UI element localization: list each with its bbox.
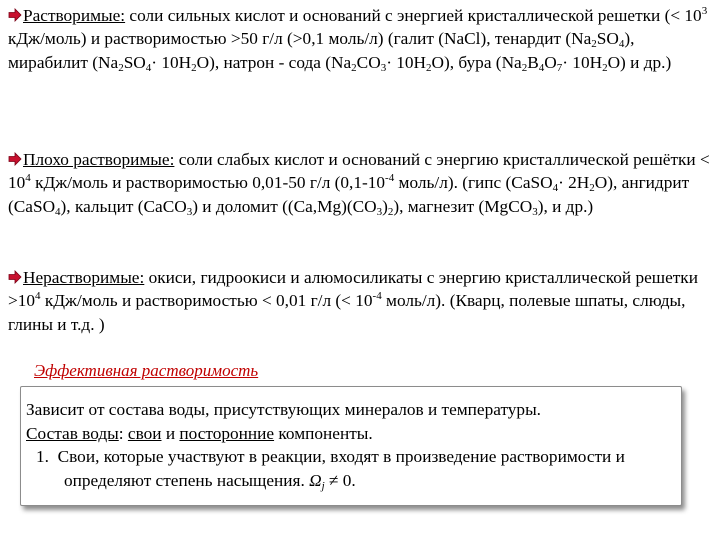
- sub: 2: [118, 61, 124, 74]
- text: O: [544, 52, 557, 72]
- water-composition-label: Состав воды: [26, 423, 119, 443]
- text: O), ангидрит (CaSO: [8, 173, 690, 216]
- text: B: [527, 52, 539, 72]
- sub: 2: [589, 182, 595, 195]
- sup: 3: [701, 5, 708, 17]
- text: O) и др.): [607, 52, 672, 72]
- text: ), и др.): [537, 196, 594, 216]
- sup: -4: [372, 290, 382, 303]
- text: кДж/моль) и растворимостью >50 г/л (>0,1 моль/л) (галит (NaCl), тенардит (Na: [8, 29, 592, 49]
- text: ), мирабилит (Na: [8, 29, 635, 72]
- sub: 2: [351, 61, 357, 74]
- sub: 2: [591, 38, 597, 51]
- sub: 7: [556, 61, 563, 74]
- poorly-soluble-label: Плохо растворимые:: [23, 150, 175, 169]
- list-number: 1.: [36, 447, 49, 467]
- text: кДж/моль и растворимостью < 0,01 г/л (< 10: [40, 291, 373, 311]
- sup: -4: [385, 172, 395, 185]
- sub: 4: [552, 182, 559, 195]
- text: · 2H: [558, 173, 590, 193]
- text: · 10H: [151, 52, 192, 72]
- red-arrow-icon: [8, 8, 22, 22]
- effective-solubility-heading: Эффективная растворимость: [34, 361, 259, 380]
- sub: 4: [145, 61, 152, 74]
- text: CO: [356, 52, 381, 72]
- text: и: [161, 423, 180, 443]
- sub: 2: [191, 61, 197, 74]
- text: O), бура (Na: [431, 52, 522, 72]
- neq-text: ≠ 0.: [324, 470, 356, 490]
- list-text: Свои, которые участвуют в реакции, входят в произведение растворимости и определяют степень насыщения.: [57, 447, 625, 490]
- text: · 10H: [562, 52, 603, 72]
- text: моль/л). (гипс (CaSO: [394, 173, 553, 193]
- red-arrow-icon: [8, 270, 22, 284]
- paragraph-insoluble: [8, 266, 712, 336]
- text: O), натрон - сода (Na: [196, 52, 352, 72]
- omega-symbol: Ω: [309, 470, 322, 490]
- paragraph-soluble: [8, 4, 712, 74]
- red-arrow-icon: [8, 152, 22, 166]
- text: кДж/моль и растворимостью 0,01-50 г/л (0,1-10: [30, 173, 386, 193]
- text: :: [118, 423, 128, 443]
- foreign-label: посторонние: [179, 423, 275, 443]
- text: компоненты.: [274, 423, 373, 443]
- sub: 2: [426, 61, 432, 74]
- text: SO: [596, 29, 619, 49]
- sub: 2: [387, 205, 394, 218]
- text: соли сильных кислот и оснований с энергией кристаллической решетки (< 10: [125, 6, 702, 25]
- list-item: [26, 445, 676, 492]
- sub: 3: [380, 61, 387, 74]
- paragraph-poorly-soluble: [8, 148, 712, 218]
- box-line-1: Зависит от состава воды, присутствующих минералов и температуры.: [26, 400, 542, 419]
- omega-subscript: j: [321, 479, 325, 492]
- text: соли слабых кислот и оснований с энергию кристаллической решётки < 10: [8, 150, 710, 193]
- soluble-label: Растворимые:: [23, 6, 126, 25]
- sub: 3: [376, 205, 383, 218]
- text: окиси, гидроокиси и алюмосиликаты с энергию кристаллической решетки >10: [8, 268, 698, 311]
- sup: 4: [25, 172, 31, 185]
- sub: 4: [618, 38, 625, 51]
- info-box-content: [26, 398, 676, 492]
- sub: 3: [532, 205, 538, 218]
- box-line-2: [26, 422, 676, 446]
- sub: 2: [602, 61, 608, 74]
- insoluble-label: Нерастворимые:: [23, 268, 145, 287]
- text: ): [382, 196, 388, 216]
- text: моль/л). (Кварц, полевые шпаты, слюды, глины и т.д. ): [8, 291, 686, 334]
- text: SO: [123, 52, 146, 72]
- text: ), кальцит (CaCO: [60, 196, 187, 216]
- sup: 4: [35, 290, 41, 303]
- sub: 4: [55, 205, 61, 218]
- sub: 3: [186, 205, 193, 218]
- own-label: свои: [127, 423, 162, 443]
- text: ), магнезит (MgCO: [393, 196, 533, 216]
- text: · 10H: [386, 52, 427, 72]
- text: ) и доломит ((Ca,Mg)(CO: [192, 196, 377, 216]
- sub: 2: [521, 61, 528, 74]
- sub: 4: [538, 61, 545, 74]
